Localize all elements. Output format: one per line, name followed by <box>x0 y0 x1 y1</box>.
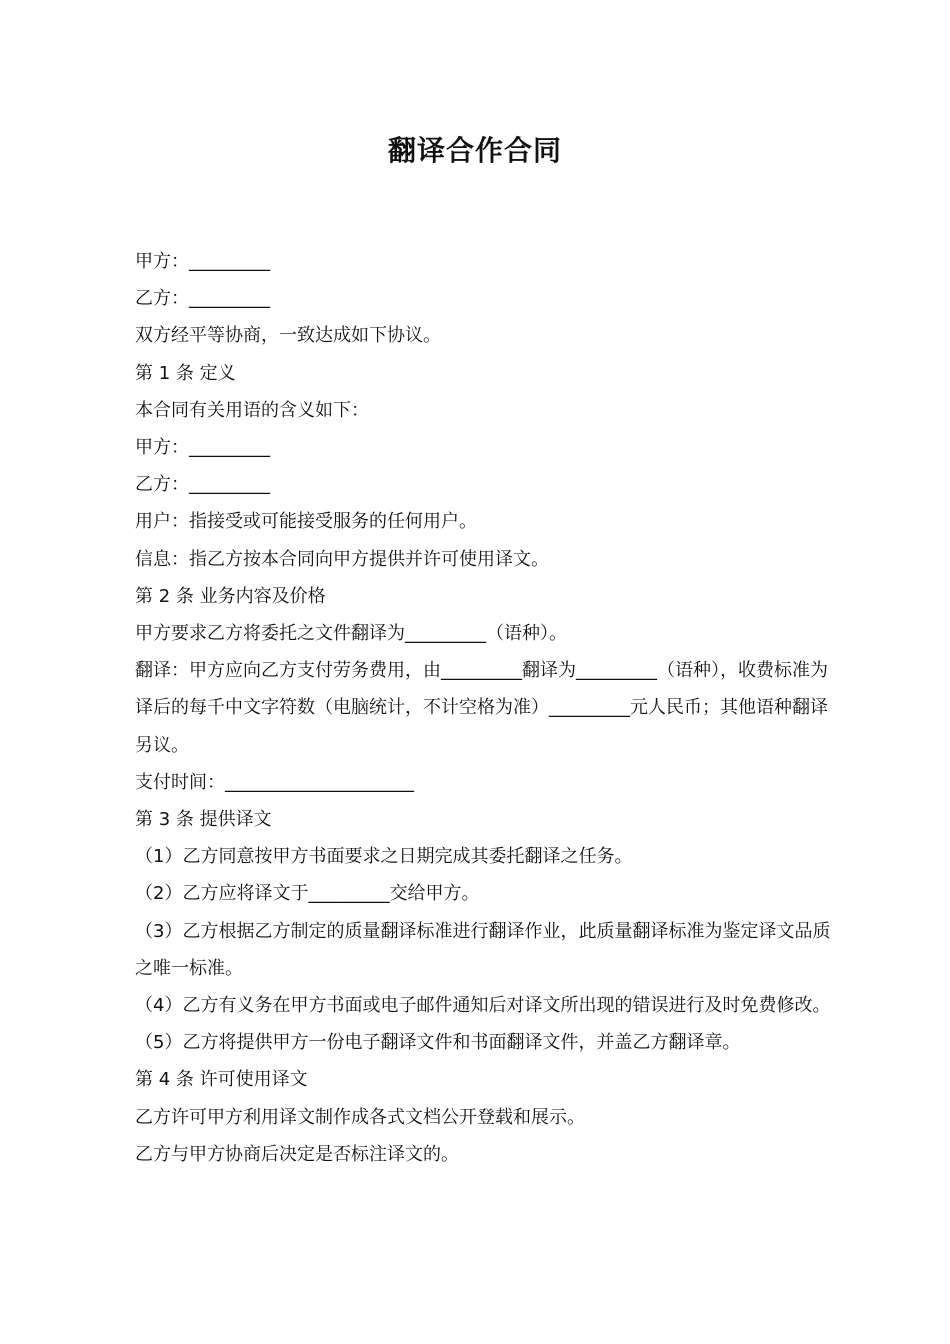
article-1-heading: 第 1 条 定义 <box>135 362 236 384</box>
article-4-heading: 第 4 条 许可使用译文 <box>135 1069 308 1091</box>
article-2-heading: 第 2 条 业务内容及价格 <box>135 585 326 607</box>
clause-3-4: （4）乙方有义务在甲方书面或电子邮件通知后对译文所出现的错误进行及时免费修改。 <box>135 995 831 1017</box>
translation-fee-clause: 翻译：甲方应向乙方支付劳务费用，由_________翻译为_________（语种），收费标准为译后的每千中文字符数（电脑统计，不计空格为准）_________元人民币；其他语种翻译另议。 <box>135 660 828 756</box>
party-a-line: 甲方：_________ <box>135 251 270 272</box>
license-clause: 乙方许可甲方利用译文制作成各式文档公开登载和展示。 <box>135 1106 585 1128</box>
clause-3-3: （3）乙方根据乙方制定的质量翻译标准进行翻译作业，此质量翻译标准为鉴定译文品质之唯一标准。 <box>135 920 831 979</box>
attribution-clause: 乙方与甲方协商后决定是否标注译文的。 <box>135 1143 459 1165</box>
payment-time-line: 支付时间：_____________________ <box>135 771 414 793</box>
definition-user: 用户：指接受或可能接受服务的任何用户。 <box>135 511 477 533</box>
article-3-heading: 第 3 条 提供译文 <box>135 809 272 831</box>
definition-party-a: 甲方：_________ <box>135 437 270 459</box>
document-body <box>116 243 836 1173</box>
definitions-intro: 本合同有关用语的含义如下： <box>135 399 369 421</box>
translation-request: 甲方要求乙方将委托之文件翻译为_________（语种）。 <box>135 623 567 645</box>
definition-party-b: 乙方：_________ <box>135 474 270 496</box>
clause-3-2: （2）乙方应将译文于_________交给甲方。 <box>135 883 480 905</box>
definition-information: 信息：指乙方按本合同向甲方提供并许可使用译文。 <box>135 548 549 570</box>
document-title: 翻译合作合同 <box>387 134 562 167</box>
party-b-line: 乙方：_________ <box>135 288 270 310</box>
clause-3-5: （5）乙方将提供甲方一份电子翻译文件和书面翻译文件，并盖乙方翻译章。 <box>135 1032 741 1054</box>
agreement-intro: 双方经平等协商，一致达成如下协议。 <box>135 325 441 347</box>
clause-3-1: （1）乙方同意按甲方书面要求之日期完成其委托翻译之任务。 <box>135 846 633 868</box>
